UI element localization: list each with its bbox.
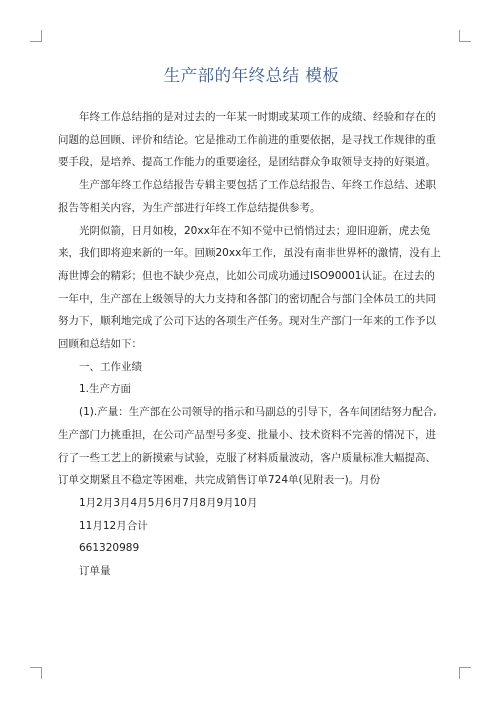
paragraph-intro: 年终工作总结指的是对过去的一年某一时期或某项工作的成绩、经验和存在的问题的总回顾、评价和结论。它是推动工作前进的重要依据，是寻找工作规律的重要手段，是培养、提高工作能力的重要途径，是团结群众争取领导支持的好渠道。 xyxy=(58,111,436,169)
paragraph-review: 光阴似箭，日月如梭，20xx年在不知不觉中已悄悄过去；迎旧迎新，虎去兔来，我们即将迎来新的一年。回顾20xx年工作，虽没有南非世界杯的激情，没有上海世博会的精彩；但也不缺少亮点，比如公司成功通过ISO90001认证。在过去的一年中，生产部在上级领导的大力支持和各部门的密切配合与部门全体员工的共同努力下，顺利地完成了公司下达的各项生产任务。现对生产部门一年来的工作予以回顾和总结如下： xyxy=(58,224,441,351)
subsection-heading-production: 1.生产方面 xyxy=(79,383,132,396)
page-corner-mark-bottom-left xyxy=(30,667,42,679)
page-corner-mark-top-left xyxy=(30,30,42,42)
page-corner-mark-bottom-right xyxy=(459,667,471,679)
page-corner-mark-top-right xyxy=(459,30,471,42)
section-heading-work-results: 一、工作业绩 xyxy=(79,360,142,373)
order-volume-label: 订单量 xyxy=(79,565,111,578)
months-row: 1月2月3月4月5月6月7月8月9月10月 xyxy=(79,496,258,509)
order-counts-row: 661320989 xyxy=(79,542,140,555)
months-row-continued: 11月12月合计 xyxy=(79,519,148,532)
paragraph-output: (1).产量：生产部在公司领导的指示和马副总的引导下，各车间团结努力配合,生产部门力挑重担，在公司产品型号多变、批量小、技术资料不完善的情况下，进行了一些工艺上的新摸索与试验，克服了材料质量波动，客户质量标准大幅提高、订单交期紧且不稳定等困难，共完成销售订单724单(见附表一)。月份 xyxy=(58,406,437,487)
paragraph-collection: 生产部年终工作总结报告专辑主要包括了工作总结报告、年终工作总结、述职报告等相关内容，为生产部进行年终工作总结提供参考。 xyxy=(58,179,436,214)
document-title: 生产部的年终总结 模板 xyxy=(163,66,340,85)
document-page xyxy=(58,64,445,583)
